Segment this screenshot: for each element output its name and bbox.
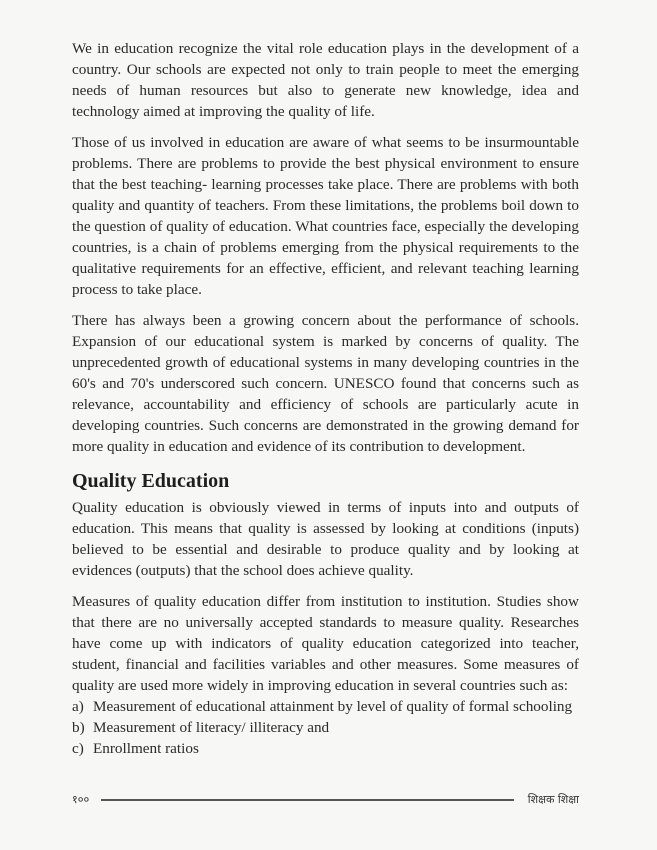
page-footer <box>72 792 579 807</box>
list-item-text: Measurement of educational attainment by level of quality of formal schooling <box>93 698 573 715</box>
intro-paragraph-1: We in education recognize the vital role education plays in the development of a country. Our schools are expected not only to train people to meet the emerging needs of human resources but also to generate new knowledge, idea and technology aimed at improving the quality of life. <box>72 40 579 120</box>
list-marker: a) <box>72 698 84 715</box>
intro-paragraph-3: There has always been a growing concern about the performance of schools. Expansion of our educational system is marked by concerns of quality. The unprecedented growth of educational systems in many developing countries in the 60's and 70's underscored such concern. UNESCO found that concerns such as relevance, accountability and efficiency of schools are particularly acute in developing countries. Such concerns are demonstrated in the growing demand for more quality in education and evidence of its contribution to development. <box>72 312 579 455</box>
list-marker: c) <box>72 740 84 757</box>
section-heading: Quality Education <box>72 470 230 492</box>
running-title: शिक्षक शिक्षा <box>527 793 579 806</box>
list-item <box>72 696 579 717</box>
list-item-text: Measurement of literacy/ illiteracy and <box>93 719 330 736</box>
footer-rule-divider <box>101 799 514 801</box>
list-item-text: Enrollment ratios <box>93 740 199 757</box>
section-paragraph-1: Quality education is obviously viewed in terms of inputs into and outputs of education. This means that quality is assessed by looking at conditions (inputs) believed to be essential and desirable to produce quality and by looking at evidences (outputs) that the school does achieve quality. <box>72 499 579 579</box>
list-marker: b) <box>72 719 85 736</box>
page-number: १०० <box>72 793 90 806</box>
page-body <box>72 38 579 759</box>
section-paragraph-2: Measures of quality education differ from institution to institution. Studies show that there are no universally accepted standards to measure quality. Researches have come up with indicators of quality education categorized into teacher, student, financial and facilities variables and other measures. Some measures of quality are used more widely in improving education in several countries such as: <box>72 593 579 694</box>
list-item <box>72 738 579 759</box>
list-item <box>72 717 579 738</box>
measures-list <box>72 696 579 759</box>
intro-paragraph-2: Those of us involved in education are aware of what seems to be insurmountable problems. There are problems to provide the best physical environment to ensure that the best teaching- learning processes take place. There are problems with both quality and quantity of teachers. From these limitations, the problems boil down to the question of quality of education. What countries face, especially the developing countries, is a chain of problems emerging from the physical requirements to the qualitative requirements for an effective, efficient, and relevant teaching learning process to take place. <box>72 134 579 298</box>
